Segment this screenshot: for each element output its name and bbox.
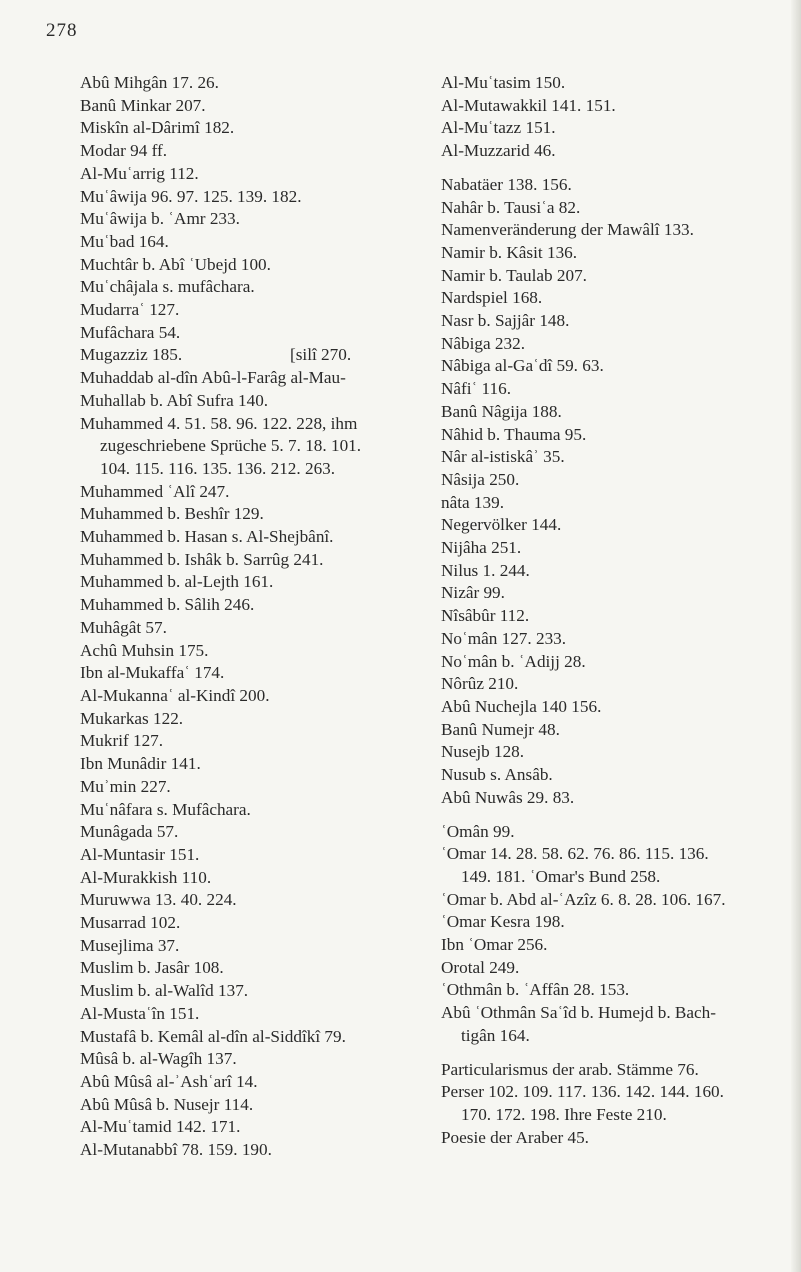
index-entry: Muhammed ʿAlî 247.: [80, 481, 230, 501]
index-entry: Ibn Munâdir 141.: [80, 754, 201, 774]
index-entry: Namir b. Taulab 207.: [441, 265, 587, 285]
index-entry: Noʿmân 127. 233.: [441, 628, 567, 648]
index-entry: Ibn al-Mukaffaʿ 174.: [80, 663, 225, 683]
index-entry: Nîsâbûr 112.: [441, 606, 530, 626]
index-entry: Nôrûz 210.: [441, 674, 519, 694]
index-entry: Orotal 249.: [441, 957, 520, 977]
index-entry: Abû ʿOthmân Saʿîd b. Humejd b. Bach-: [441, 1003, 716, 1023]
index-entry: Nusub s. Ansâb.: [441, 765, 553, 785]
index-entry: Muhallab b. Abî Sufra 140.: [80, 390, 269, 410]
index-entry: Muslim b. Jasâr 108.: [80, 958, 224, 978]
index-entry: Nabatäer 138. 156.: [441, 174, 572, 194]
page-number: 278: [46, 20, 78, 41]
index-entry: Mûsâ b. al-Wagîh 137.: [80, 1049, 237, 1069]
index-entry: Munâgada 57.: [80, 822, 179, 842]
index-entry: Mufâchara 54.: [80, 322, 181, 342]
index-entry: Al-Muzzarid 46.: [441, 141, 556, 161]
index-entry: Muhammed 4. 51. 58. 96. 122. 228, ihm: [80, 413, 358, 433]
index-entry: ʿOthmân b. ʿAffân 28. 153.: [441, 980, 630, 1000]
index-entry: Muhammed b. Ishâk b. Sarrûg 241.: [80, 549, 324, 569]
index-entry: ʿOmar b. Abd al-ʿAzîz 6. 8. 28. 106. 167.: [441, 889, 726, 909]
index-entry: Muʿâwija b. ʿAmr 233.: [80, 209, 240, 229]
index-entry: ʿOmar 14. 28. 58. 62. 76. 86. 115. 136.: [441, 844, 709, 864]
index-entry: Abû Nuwâs 29. 83.: [441, 787, 575, 807]
index-entry: Muhâgât 57.: [80, 617, 167, 637]
index-entry: Modar 94 ff.: [80, 141, 168, 161]
index-entry: Achû Muhsin 175.: [80, 640, 209, 660]
index-entry: nâta 139.: [441, 492, 505, 512]
index-entry: Abû Nuchejla 140 156.: [441, 696, 602, 716]
index-entry: Nijâha 251.: [441, 538, 522, 558]
index-entry: Muʿnâfara s. Mufâchara.: [80, 799, 251, 819]
index-entry: Musarrad 102.: [80, 913, 181, 933]
index-entry: Nardspiel 168.: [441, 288, 543, 308]
index-column-right: [441, 72, 786, 1149]
index-entry: Banû Numejr 48.: [441, 719, 560, 739]
index-entry: Namir b. Kâsit 136.: [441, 242, 578, 262]
index-entry: Al-Mukannaʿ al-Kindî 200.: [80, 685, 270, 705]
index-entry: Muruwwa 13. 40. 224.: [80, 890, 237, 910]
index-entry: Perser 102. 109. 117. 136. 142. 144. 160.: [441, 1082, 724, 1102]
index-entry: Muʿchâjala s. mufâchara.: [80, 277, 255, 297]
index-entry: Muchtâr b. Abî ʿUbejd 100.: [80, 254, 271, 274]
index-entry: Al-Muʿtasim 150.: [441, 73, 566, 92]
index-entry: Mudarraʿ 127.: [80, 300, 180, 320]
index-entry: tigân 164.: [461, 1025, 530, 1045]
index-entry: 104. 115. 116. 135. 136. 212. 263.: [100, 458, 336, 478]
index-entry: Banû Nâgija 188.: [441, 401, 562, 421]
index-entry: Muslim b. al-Walîd 137.: [80, 981, 249, 1001]
index-entry: Nâfiʿ 116.: [441, 379, 511, 399]
index-entry: Mukarkas 122.: [80, 708, 184, 728]
page-edge: [791, 0, 801, 1272]
index-entry: Nilus 1. 244.: [441, 560, 530, 580]
index-entry: Abû Mûsâ al-ʾAshʿarî 14.: [80, 1071, 258, 1091]
index-entry: Al-Muntasir 151.: [80, 844, 200, 864]
index-entry: Muʾmin 227.: [80, 776, 171, 796]
index-column-left: [80, 72, 400, 1162]
index-entry: Al-Muʿtamid 142. 171.: [80, 1117, 241, 1137]
index-entry: ʿOmân 99.: [441, 821, 515, 841]
index-entry: Banû Minkar 207.: [80, 95, 206, 115]
index-entry: Noʿmân b. ʿAdijj 28.: [441, 651, 586, 671]
index-entry: Nahâr b. Tausiʿa 82.: [441, 197, 581, 217]
index-entry: Al-Muʿtazz 151.: [441, 118, 556, 138]
index-entry: zugeschriebene Sprüche 5. 7. 18. 101.: [100, 436, 362, 456]
index-entry: Nâhid b. Thauma 95.: [441, 424, 587, 444]
index-entry: Particularismus der arab. Stämme 76.: [441, 1059, 699, 1079]
index-entry: Muhaddab al-dîn Abû-l-Farâg al-Mau-: [80, 368, 346, 388]
index-entry: Al-Murakkish 110.: [80, 867, 212, 887]
index-entry: Muʿbad 164.: [80, 231, 169, 251]
group-spacer: [441, 1048, 786, 1059]
index-entry: 170. 172. 198. Ihre Feste 210.: [461, 1104, 667, 1124]
index-entry: Al-Mutanabbî 78. 159. 190.: [80, 1140, 272, 1160]
index-entry: Al-Mutawakkil 141. 151.: [441, 95, 616, 115]
index-entry-overflow: [silî 270.: [290, 345, 352, 365]
index-entry: Muhammed b. Beshîr 129.: [80, 504, 264, 524]
index-entry: Negervölker 144.: [441, 515, 562, 535]
index-entry: Nusejb 128.: [441, 742, 525, 762]
index-entry: Miskîn al-Dârimî 182.: [80, 118, 235, 138]
index-entry: Al-Muʿarrig 112.: [80, 163, 199, 183]
index-entry: Nasr b. Sajjâr 148.: [441, 311, 570, 331]
index-entry: Nizâr 99.: [441, 583, 505, 603]
index-entry: Muʿâwija 96. 97. 125. 139. 182.: [80, 186, 302, 206]
index-entry: Al-Mustaʿîn 151.: [80, 1003, 200, 1023]
group-spacer: [441, 810, 786, 821]
index-entry: Abû Mûsâ b. Nusejr 114.: [80, 1094, 254, 1114]
index-entry: Musejlima 37.: [80, 935, 180, 955]
index-entry: Abû Mihgân 17. 26.: [80, 73, 219, 92]
index-entry: Muhammed b. Hasan s. Al-Shejbânî.: [80, 527, 334, 547]
group-spacer: [441, 163, 786, 174]
index-entry: Poesie der Araber 45.: [441, 1127, 589, 1147]
index-entry: ʿOmar Kesra 198.: [441, 912, 565, 932]
index-entry: Nâr al-istiskâʾ 35.: [441, 447, 565, 467]
index-entry: Mukrif 127.: [80, 731, 164, 751]
index-entry: Nâsija 250.: [441, 469, 520, 489]
index-entry: Muhammed b. Sâlih 246.: [80, 595, 255, 615]
index-entry: Nâbiga 232.: [441, 333, 526, 353]
index-entry: Mugazziz 185. [silî 270.: [80, 344, 400, 367]
index-entry: Nâbiga al-Gaʿdî 59. 63.: [441, 356, 604, 376]
index-entry: Namenveränderung der Mawâlî 133.: [441, 220, 694, 240]
index-entry: Mustafâ b. Kemâl al-dîn al-Siddîkî 79.: [80, 1026, 346, 1046]
index-entry: 149. 181. ʿOmar's Bund 258.: [461, 866, 661, 886]
index-entry: Ibn ʿOmar 256.: [441, 935, 548, 955]
index-entry: Muhammed b. al-Lejth 161.: [80, 572, 274, 592]
